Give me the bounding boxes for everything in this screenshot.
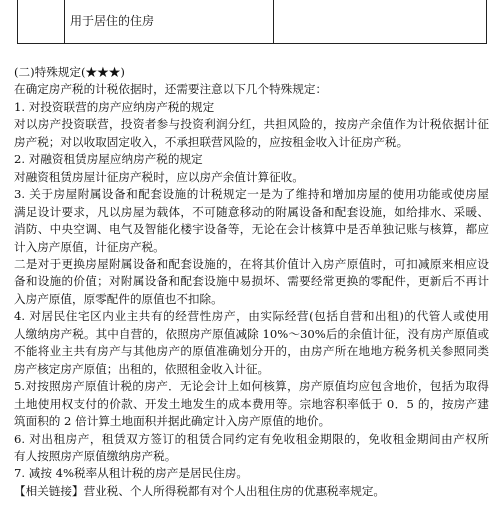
related-link-note: 【相关链接】营业税、个人所得税都有对个人出租住房的优惠税率规定。	[14, 483, 386, 498]
paragraph-line: 不能将业主共有房产与其他房产的原值准确划分开的，由房产所在地地方税务机关参照同类	[14, 344, 489, 359]
paragraph-line: 筑面积的 2 倍计算土地面积并据此确定计入房产原值的地价。	[14, 414, 331, 429]
table-column-divider	[64, 0, 65, 43]
paragraph-line: 房产核定房产原值；出租的，依照租金收入计征。	[14, 361, 270, 376]
paragraph-line: 计入房产原值，计征房产税。	[14, 239, 165, 254]
section-body	[14, 64, 489, 500]
paragraph-line: 入房产原值，原零配件的原值也不扣除。	[14, 291, 223, 306]
section-intro: 在确定房产税的计税依据时，还需要注意以下几个特殊规定：	[14, 82, 328, 97]
paragraph-line: 满足设计要求，凡以房屋为载体，不可随意移动的附属设备和配套设施，如给排水、采暖、	[14, 204, 489, 219]
paragraph-line: 土地使用权支付的价款、开发土地发生的成本费用等。宗地容积率低于 0．5 的，按房产建	[14, 396, 489, 411]
paragraph-line: 4. 对居民住宅区内业主共有的经营性房产，由实际经营(包括自营和出租)的代管人或使用	[14, 309, 489, 324]
paragraph-line: 5.对按照房产原值计税的房产．无论会计上如何核算，房产原值均应包含地价，包括为取得	[14, 379, 489, 394]
paragraph-line: 房产税；对以收取固定收入，不承担联营风险的，应按租金收入计征房产税。	[14, 134, 409, 149]
paragraph-line: 对融资租赁房屋计征房产税时，应以房产余值计算征收。	[14, 169, 304, 184]
paragraph-line: 对以房产投资联营，投资者参与投资利润分红，共担风险的，按房产余值作为计税依据计征	[14, 117, 489, 132]
table-column-divider	[273, 0, 274, 43]
paragraph-line: 3. 关于房屋附属设备和配套设施的计税规定一是为了维持和增加房屋的使用功能或使房屋	[14, 187, 489, 202]
item-heading: 2. 对融资租赁房屋应纳房产税的规定	[14, 152, 203, 167]
paragraph-line: 消防、中央空调、电气及智能化楼宇设备等，无论在会计核算中是否单独记账与核算，都应	[14, 222, 489, 237]
paragraph-line: 备和设施的价值；对附属设备和配套设施中易损坏、需要经常更换的零配件，更新后不再计	[14, 274, 489, 289]
table-cell: 用于居住的住房	[70, 14, 155, 28]
paragraph-line: 人缴纳房产税。其中自营的，依照房产原值减除 10%～30%后的余值计征，没有房产原值或	[14, 326, 489, 341]
table-fragment	[17, 0, 487, 44]
paragraph-line: 二是对于更换房屋附属设备和配套设施的，在将其价值计入房产原值时，可扣减原来相应设	[14, 256, 489, 271]
item-heading: 1. 对投资联营的房产应纳房产税的规定	[14, 99, 215, 114]
paragraph-line: 有人按照房产原值缴纳房产税。	[14, 448, 177, 463]
paragraph-line: 7. 减按 4%税率从租计税的房产是居民住房。	[14, 466, 248, 481]
section-title: (二)特殊规定(★★★)	[14, 65, 125, 79]
paragraph-line: 6. 对出租房产，租赁双方签订的租赁合同约定有免收租金期限的，免收租金期间由产权所	[14, 431, 489, 446]
